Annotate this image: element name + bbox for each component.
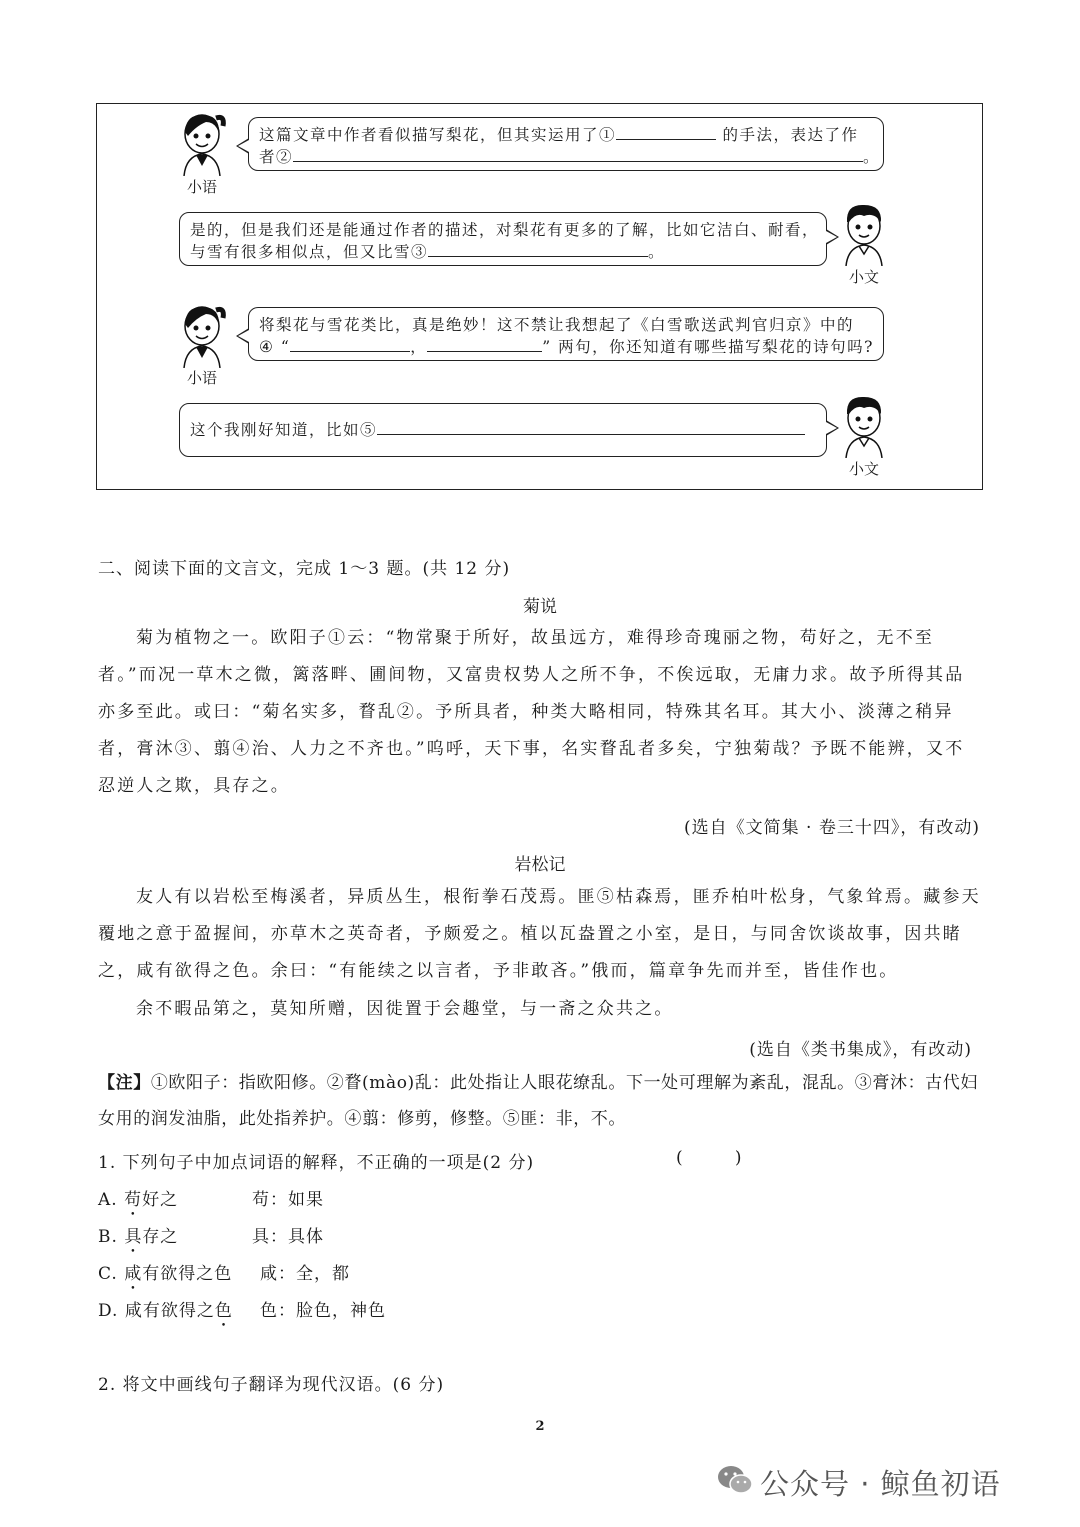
option-c-explanation: 咸：全，都	[260, 1264, 350, 1284]
girl-name-label: 小语	[186, 178, 217, 196]
bubble3-text-2b: ，	[410, 338, 428, 356]
passage-title-2: 岩松记	[514, 855, 566, 875]
bubble-tail	[236, 138, 249, 154]
boy-character-icon	[838, 200, 890, 266]
blank-1	[616, 125, 716, 140]
option-d-explanation: 色：脸色，神色	[260, 1301, 386, 1321]
bubble1-text-2b: 。	[863, 148, 881, 166]
blank-3	[428, 242, 648, 257]
watermark: 公众号 · 鲸鱼初语	[760, 1467, 1001, 1501]
answer-paren: ( )	[676, 1148, 743, 1168]
note-label: 【注】	[98, 1073, 151, 1093]
option-d[interactable]	[98, 1296, 233, 1331]
bubble2-text-2b: 。	[648, 243, 666, 261]
question-2: 2. 将文中画线句子翻译为现代汉语。(6 分)	[98, 1375, 445, 1395]
option-b[interactable]	[98, 1222, 178, 1257]
bubble-tail	[236, 328, 249, 344]
passage-2-text-2: 余不暇品第之，莫知所赠，因徙置于会趣堂，与一斋之众共之。	[136, 999, 674, 1019]
passage-title-1: 菊说	[523, 597, 557, 617]
option-a-rest: 好之	[142, 1190, 179, 1210]
option-b-prefix: B.	[98, 1227, 125, 1247]
speech-bubble-2	[179, 212, 827, 266]
notes	[98, 1065, 982, 1137]
passage-2-text: 友人有以岩松至梅溪者，异质丛生，根衔拳石茂焉。匪⑤枯森焉，匪乔柏叶松身，气象耸焉。藏参天覆地之意于盈握间，亦草木之英奇者，予颇爱之。植以瓦盎置之小室，是日，与同舍饮谈故事，因共睹之，咸有欲得之色。余曰：“有能续之以言者，予非敢吝。”俄而，篇章争先而并至，皆佳作也。	[98, 887, 981, 981]
bubble1-text-1b: 的手法，表达了作	[716, 126, 859, 144]
option-c-dotted-word: 咸	[124, 1264, 143, 1284]
blank-4b	[427, 337, 542, 352]
bubble3-text-1: 将梨花与雪花类比，真是绝妙！这不禁让我想起了《白雪歌送武判官归京》中的	[259, 316, 855, 334]
boy-name-label: 小文	[848, 460, 879, 478]
bubble2-text-2a: 与雪有很多相似点，但又比雪③	[190, 243, 429, 261]
note-text: ①欧阳子：指欧阳修。②瞀(mào)乱：此处指让人眼花缭乱。下一处可理解为紊乱，混乱。③膏沐：古代妇女用的润发油脂，此处指养护。④翦：修剪，修整。⑤匪：非，不。	[98, 1073, 978, 1129]
bubble2-text-1: 是的，但是我们还是能通过作者的描述，对梨花有更多的了解，比如它洁白、耐看，	[190, 221, 820, 239]
option-c-rest: 有欲得之色	[142, 1264, 233, 1284]
bubble4-text-1: 这个我刚好知道，比如⑤	[190, 421, 378, 439]
option-b-rest: 存之	[142, 1227, 179, 1247]
option-d-dotted-word: 色	[214, 1301, 233, 1321]
page-number: 2	[535, 1419, 545, 1434]
option-a[interactable]	[98, 1185, 178, 1220]
option-b-explanation: 具：具体	[252, 1227, 324, 1247]
passage-1-source: (选自《文简集 · 卷三十四》，有改动)	[684, 818, 980, 838]
section-heading: 二、阅读下面的文言文，完成 1～3 题。(共 12 分)	[98, 559, 511, 579]
option-a-explanation: 苟：如果	[252, 1190, 324, 1210]
option-c-prefix: C.	[98, 1264, 125, 1284]
option-c[interactable]	[98, 1259, 232, 1294]
blank-2	[293, 147, 863, 162]
option-a-dotted-word: 苟	[124, 1190, 143, 1210]
blank-4a	[290, 337, 410, 352]
option-b-dotted-word: 具	[124, 1227, 143, 1247]
boy-name-label: 小文	[848, 268, 879, 286]
speech-bubble-3	[248, 307, 884, 361]
question-1: 1. 下列句子中加点词语的解释，不正确的一项是(2 分)	[98, 1153, 535, 1173]
passage-2-source: (选自《类书集成》，有改动)	[749, 1040, 972, 1060]
bubble1-text-2a: 者②	[259, 148, 294, 166]
girl-name-label: 小语	[186, 369, 217, 387]
girl-character-icon	[176, 110, 228, 176]
bubble3-text-2a: ④ “	[259, 338, 291, 356]
wechat-icon	[716, 1463, 754, 1497]
option-a-prefix: A.	[98, 1190, 125, 1210]
passage-1-text: 菊为植物之一。欧阳子①云：“物常聚于所好，故虽远方，难得珍奇瑰丽之物，苟好之，无不至者。”而况一草木之微，篱落畔、圃间物，又富贵权势人之所不争，不俟远取，无庸力求。故予所得其品亦多至此。或曰：“菊名实多，瞀乱②。予所具者，种类大略相同，特殊其名耳。其大小、淡薄之稍异者，膏沐③、翦④治、人力之不齐也。”呜呼，天下事，名实瞀乱者多矣，宁独菊哉？予既不能辨，又不忍逆人之欺，具存之。	[98, 628, 965, 796]
bubble3-text-2c: ” 两句，你还知道有哪些描写梨花的诗句吗?	[542, 338, 874, 356]
bubble1-text-1a: 这篇文章中作者看似描写梨花，但其实运用了①	[259, 126, 617, 144]
speech-bubble-1	[248, 117, 884, 171]
boy-character-icon	[838, 392, 890, 458]
speech-bubble-4	[179, 403, 827, 457]
blank-5	[377, 420, 805, 435]
option-d-prefix: D. 咸有欲得之	[98, 1301, 215, 1321]
girl-character-icon	[176, 302, 228, 368]
